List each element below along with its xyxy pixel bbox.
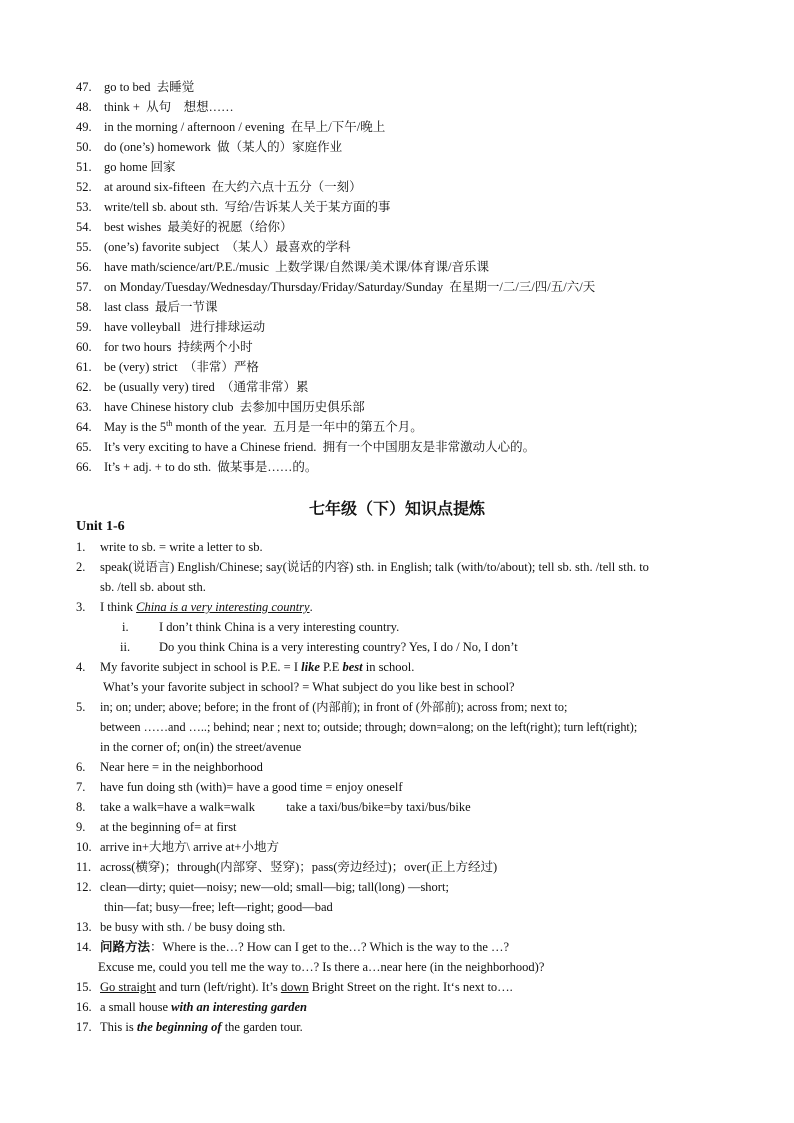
item-text: be (very) strict （非常）严格 <box>104 360 259 374</box>
item-number: 47. <box>76 80 92 94</box>
item-text: have Chinese history club 去参加中国历史俱乐部 <box>104 400 365 414</box>
item-number: 51. <box>76 160 92 174</box>
item-text: May is the 5th month of the year. 五月是一年中的第五个月。 <box>104 418 423 434</box>
item-text: for two hours 持续两个小时 <box>104 340 253 354</box>
item-text: (one’s) favorite subject （某人）最喜欢的学科 <box>104 240 351 254</box>
item-text: be (usually very) tired （通常非常）累 <box>104 380 309 394</box>
item-number: 56. <box>76 260 92 274</box>
item-number: 55. <box>76 240 92 254</box>
item-number: 49. <box>76 120 92 134</box>
item-text: on Monday/Tuesday/Wednesday/Thursday/Friday/Saturday/Sunday 在星期一/二/三/四/五/六/天 <box>104 280 596 294</box>
item-text: think + 从句 想想…… <box>104 100 234 114</box>
item-number: 62. <box>76 380 92 394</box>
item-text: in the morning / afternoon / evening 在早上/下午/晚上 <box>104 120 386 134</box>
item-number: 54. <box>76 220 92 234</box>
item-text: have volleyball 进行排球运动 <box>104 320 266 334</box>
item-text: It’s very exciting to have a Chinese friend. 拥有一个中国朋友是非常激动人心的。 <box>104 440 536 454</box>
item-number: 53. <box>76 200 92 214</box>
document-page: 47. go to bed 去睡觉 48. think + 从句 想想…… 49. in the morning / afternoon / evening 在早上/下午/晚上 50. do (one’s) homework 做（某人的）家庭作业 51. go home 回家 52. at around six-fifteen 在大约六点十五分（一刻） 53. write/tell sb. about sth. 写给/告诉某人关于某方面的事 54. best wishes 最美好的祝愿（给你） 55. (one’s) favorite subject （某人）最喜欢的学科 56. have math/science/art/P.E./music 上数学课/自然课/美术课/体育课/音乐课 57. on Monday/Tuesday/Wednesday/Thursday/Friday/Saturday/Sunday 在星期一/二/三/四/五/六/天 58. last class 最后一节课 59. have volleyball 进行排球运动 60. for two hours 持续两个小时 61. be (very) strict （非常）严格 62. be (usually very) tired （通常非常）累 63. have Chinese history club 去参加中国历史俱乐部 64. May is the 5th month of the year. 五月是一年中的第五个月。 65. It’s very exciting to have a Chinese friend. 拥有一个中国朋友是非常激动人心的。 66. It’s + adj. + to do sth. 做某事是……的。 七年级（下）知识点提炼 Unit 1-6 1. write to sb. = write a letter to sb. 2. speak(说语言) English/Chinese; say(说话的内容) sth. in English; talk (with/to/about); tell sb. sth. /tell sth. to sb. /tell sb. about sth. 3. I think China is a very interesting country. i. I don’t think China is a very interesting country. ii. Do you think China is a very interesting country? Yes, I do / No, I don’t 4. My favorite subject in school is P.E. = I like P.E best in school. What’s your favorite subject in school? = What subject do you like best in school? 5. in; on; under; above; before; in the front of (内部前); in front of (外部前); across from; next to; between ……and …..; behind; near ; next to; outside; through; down=along; on the left(right); turn left(right); in the corner of; on(in) the street/avenue 6. Near here = in the neighborhood 7. have fun doing sth (with)= have a good time = enjoy oneself 8. take a walk=have a walk=walk take a taxi/bus/bike=by taxi/bus/bike 9. at the beginning of= at first 10. arrive in+大地方\ arrive at+小地方 11. across(横穿)；through(内部穿、竖穿)；pass(旁边经过)；over(正上方经过) 12. clean—dirty; quiet—noisy; new—old; small—big; tall(long) —short; thin—fat; busy—free; left—right; good—bad 13. be busy with sth. / be busy doing sth. 14. 问路方法：Where is the…? How can I get to the…? Which is the way to the …? Excuse me, could you tell me the way to…? Is there a…near here (in the neighborhood)? 15. Go straight and turn (left/right). It’s down Bright Street on the right. It‘s next to…. 16. a small house with an interesting garden 17. This is the beginning of the garden tour. <box>0 0 794 1123</box>
item-number: 60. <box>76 340 92 354</box>
item-number: 63. <box>76 400 92 414</box>
item-number: 65. <box>76 440 92 454</box>
item-number: 48. <box>76 100 92 114</box>
unit-label: Unit 1-6 <box>76 519 125 534</box>
item-number: 61. <box>76 360 92 374</box>
item-text: have math/science/art/P.E./music 上数学课/自然课/美术课/体育课/音乐课 <box>104 260 490 274</box>
item-text: go home 回家 <box>104 160 176 174</box>
item-number: 50. <box>76 140 92 154</box>
item-text: go to bed 去睡觉 <box>104 80 195 94</box>
underlined-example: China is a very interesting country <box>136 600 310 614</box>
item-number: 66. <box>76 460 92 474</box>
item-text: It’s + adj. + to do sth. 做某事是……的。 <box>104 460 318 474</box>
item-number: 59. <box>76 320 92 334</box>
item-text: at around six-fifteen 在大约六点十五分（一刻） <box>104 180 362 194</box>
item-number: 57. <box>76 280 92 294</box>
item-text: write/tell sb. about sth. 写给/告诉某人关于某方面的事 <box>104 200 391 214</box>
item-number: 52. <box>76 180 92 194</box>
item-text: last class 最后一节课 <box>104 300 218 314</box>
section-title: 七年级（下）知识点提炼 <box>308 499 485 518</box>
item-number: 58. <box>76 300 92 314</box>
item-text: best wishes 最美好的祝愿（给你） <box>104 220 293 234</box>
item-number: 64. <box>76 420 92 434</box>
item-text: do (one’s) homework 做（某人的）家庭作业 <box>104 140 343 154</box>
